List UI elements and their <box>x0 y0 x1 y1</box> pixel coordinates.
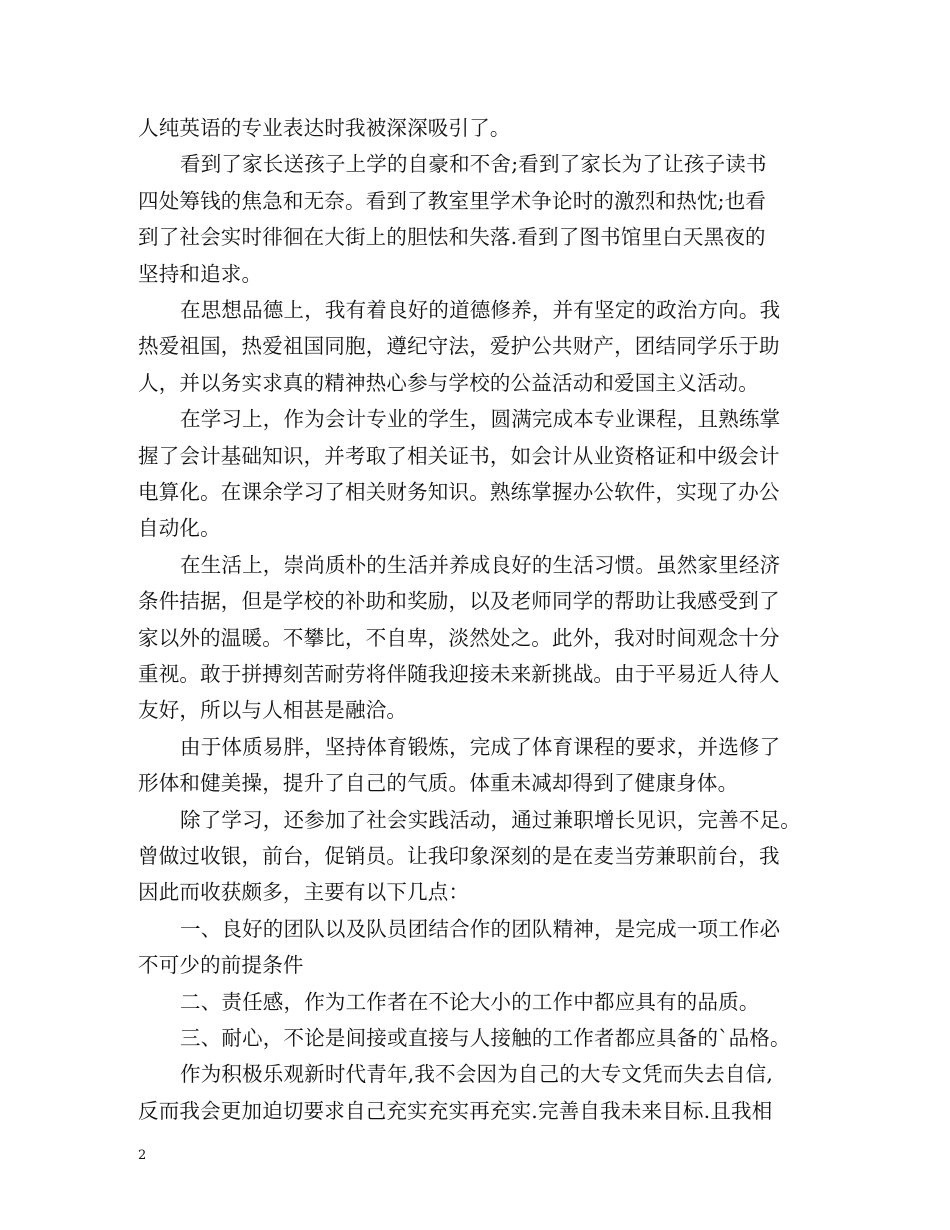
text-line: 在思想品德上，我有着良好的道德修养，并有坚定的政治方向。我 <box>180 298 781 322</box>
text-line: 电算化。在课余学习了相关财务知识。熟练掌握办公软件，实现了办公 <box>138 480 780 504</box>
text-line: 在学习上，作为会计专业的学生，圆满完成本专业课程，且熟练掌 <box>180 407 781 431</box>
text-line: 人纯英语的专业表达时我被深深吸引了。 <box>138 116 511 140</box>
text-line: 坚持和追求。 <box>138 262 263 286</box>
text-line: 热爱祖国，热爱祖国同胞，遵纪守法，爱护公共财产，团结同学乐于助 <box>138 334 780 358</box>
text-line: 人，并以务实求真的精神热心参与学校的公益活动和爱国主义活动。 <box>138 371 759 395</box>
text-line: 一、良好的团队以及队员团结合作的团队精神，是完成一项工作必 <box>180 917 781 941</box>
text-line: 四处筹钱的焦急和无奈。看到了教室里学术争论时的激烈和热忱;也看 <box>138 189 767 213</box>
text-line: 形体和健美操，提升了自己的气质。体重未减却得到了健康身体。 <box>138 771 739 795</box>
text-line: 自动化。 <box>138 516 221 540</box>
text-line: 友好，所以与人相甚是融洽。 <box>138 698 408 722</box>
text-line: 握了会计基础知识，并考取了相关证书，如会计从业资格证和中级会计 <box>138 444 780 468</box>
page-number: 2 <box>138 1148 147 1163</box>
text-line: 看到了家长送孩子上学的自豪和不舍;看到了家长为了让孩子读书 <box>180 152 767 176</box>
text-line: 二、责任感，作为工作者在不论大小的工作中都应具有的品质。 <box>180 990 760 1014</box>
text-line: 因此而收获颇多，主要有以下几点： <box>138 880 470 904</box>
text-line: 作为积极乐观新时代青年,我不会因为自己的大专文凭而失去自信, <box>180 1062 774 1086</box>
text-line: 重视。敢于拼搏刻苦耐劳将伴随我迎接未来新挑战。由于平易近人待人 <box>138 662 780 686</box>
text-line: 反而我会更加迫切要求自己充实充实再充实.完善自我未来目标.且我相 <box>138 1099 773 1123</box>
text-line: 条件拮据，但是学校的补助和奖励，以及老师同学的帮助让我感受到了 <box>138 589 780 613</box>
text-line: 家以外的温暖。不攀比，不自卑，淡然处之。此外，我对时间观念十分 <box>138 626 780 650</box>
text-line: 由于体质易胖，坚持体育锻炼，完成了体育课程的要求，并选修了 <box>180 735 781 759</box>
text-line: 在生活上，崇尚质朴的生活并养成良好的生活习惯。虽然家里经济 <box>180 553 781 577</box>
text-line: 不可少的前提条件 <box>138 953 304 977</box>
text-line: 除了学习，还参加了社会实践活动，通过兼职增长见识，完善不足。 <box>180 808 801 832</box>
text-line: 三、耐心，不论是间接或直接与人接触的工作者都应具备的`品格。 <box>180 1026 791 1050</box>
text-line: 曾做过收银，前台，促销员。让我印象深刻的是在麦当劳兼职前台，我 <box>138 844 780 868</box>
text-line: 到了社会实时徘徊在大街上的胆怯和失落.看到了图书馆里白天黑夜的 <box>138 225 766 249</box>
